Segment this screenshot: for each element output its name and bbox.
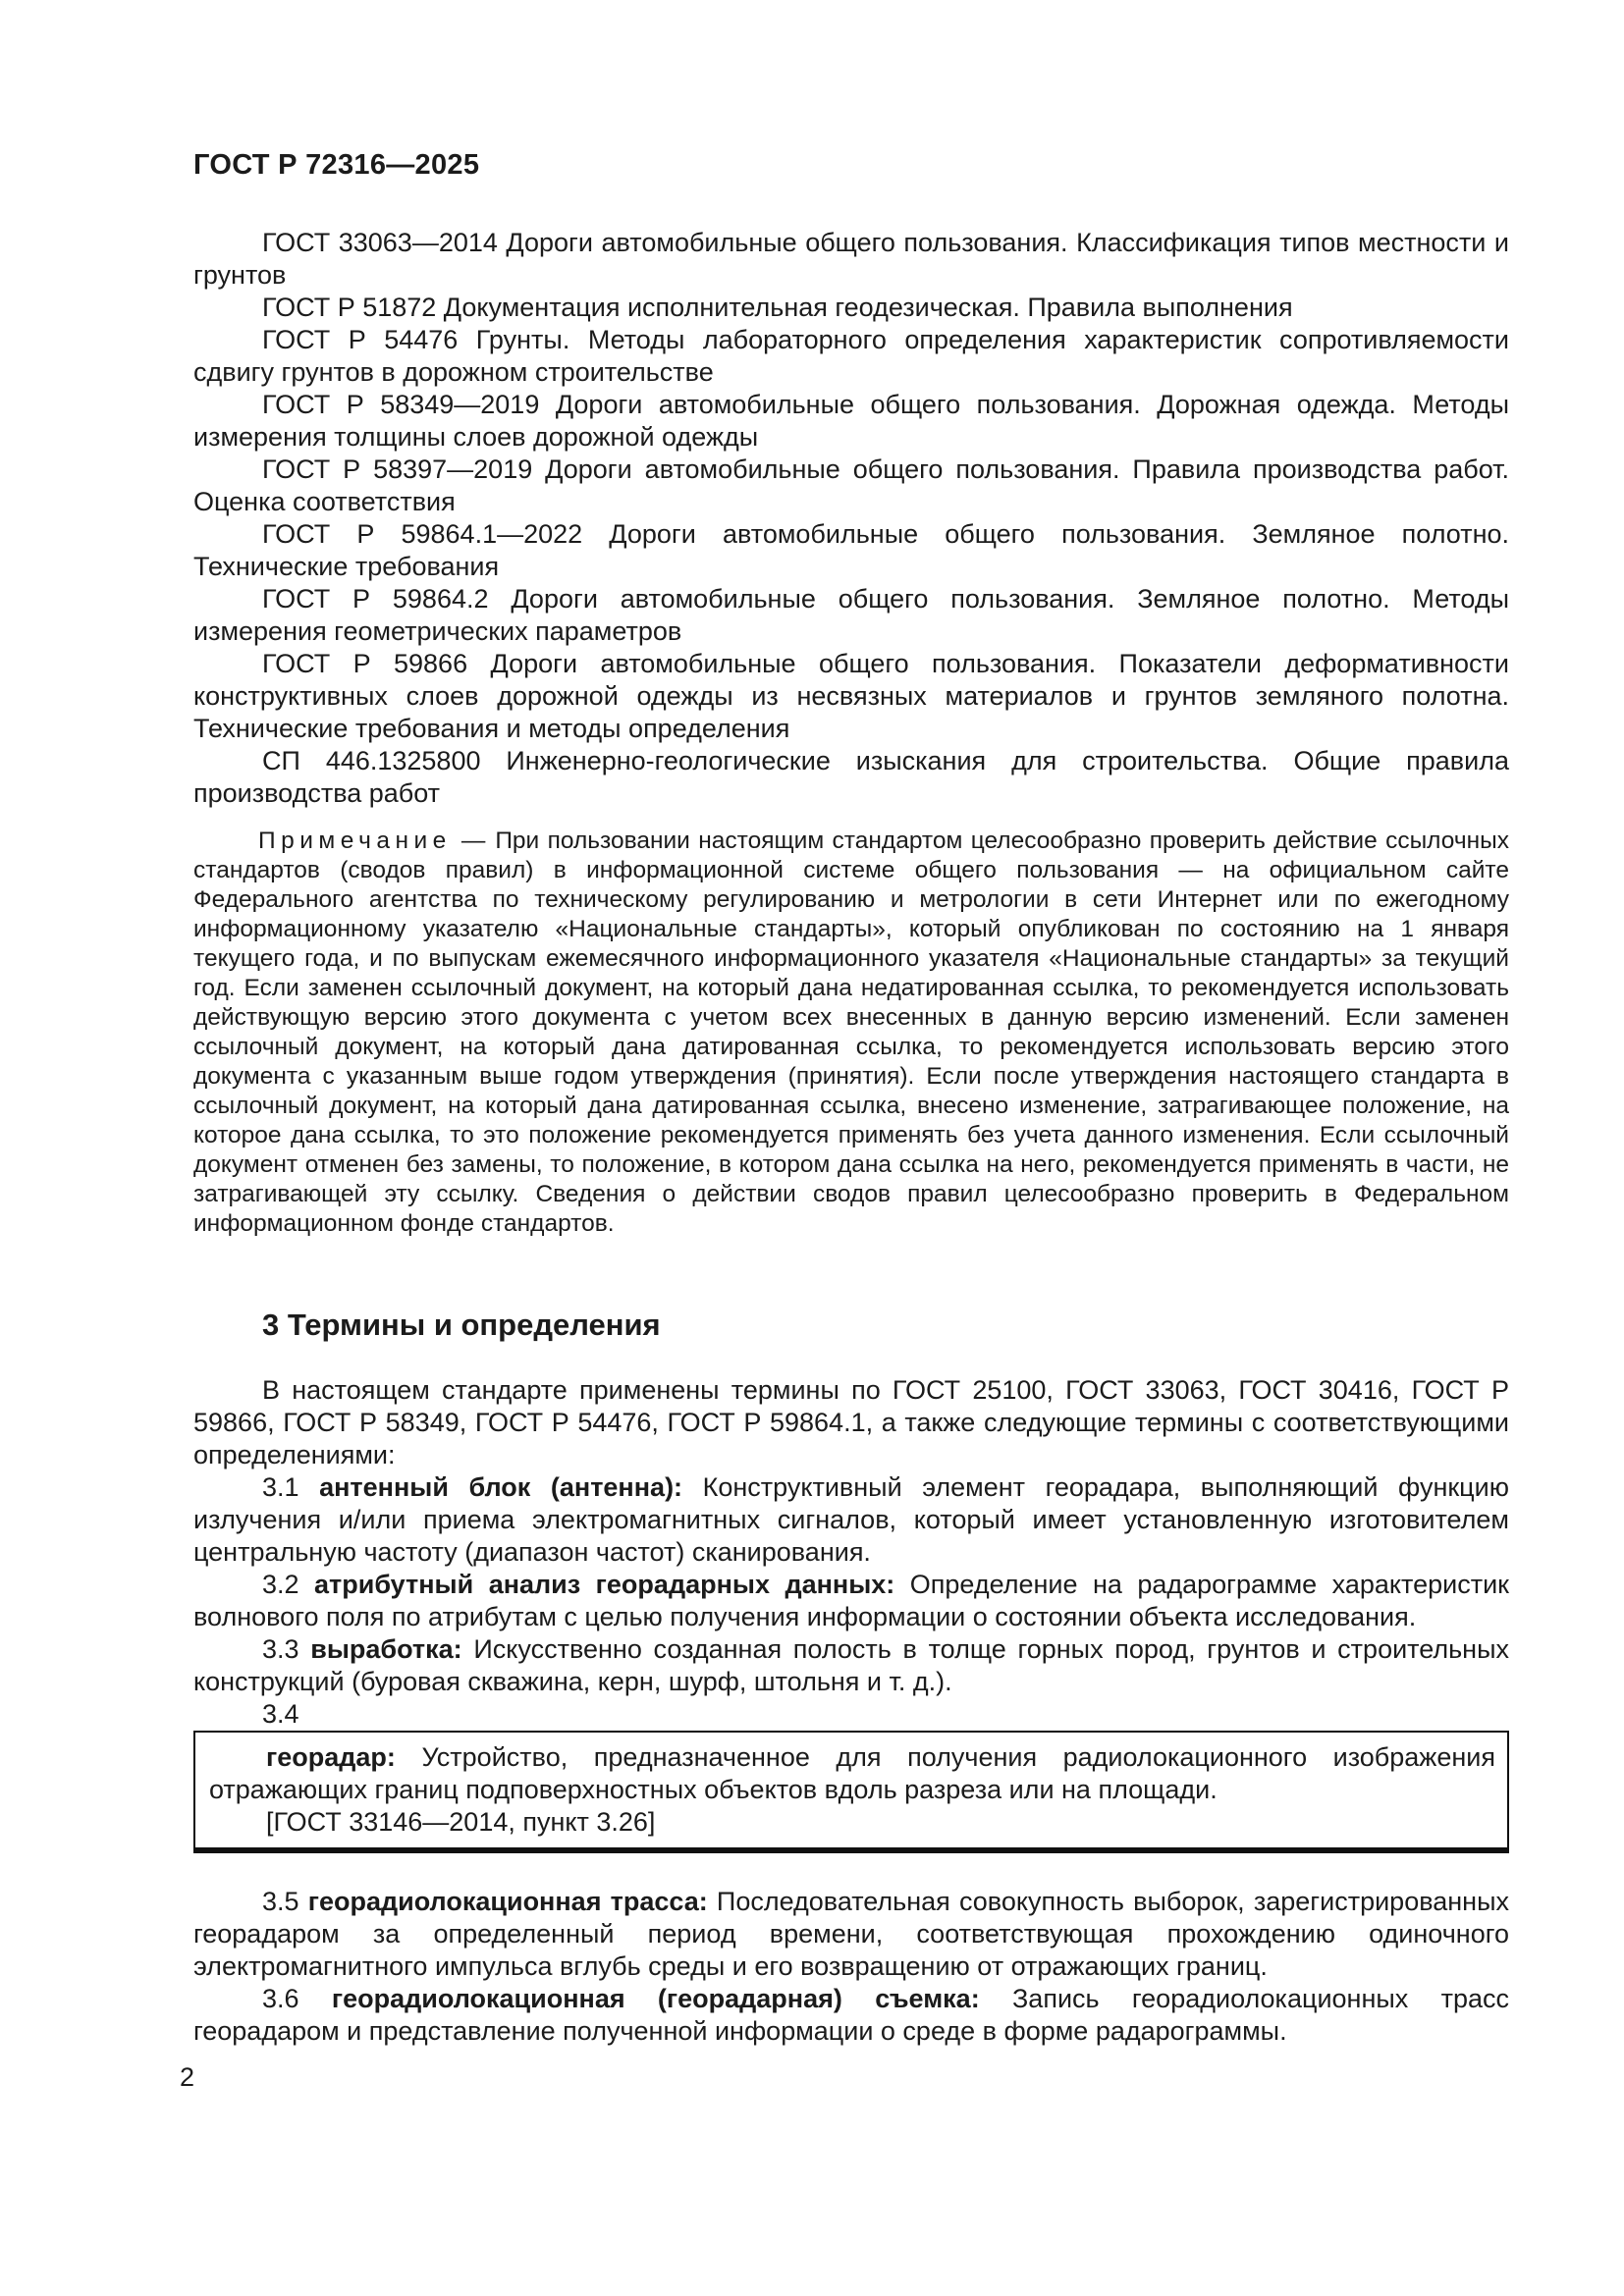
reference-item: ГОСТ 33063—2014 Дороги автомобильные общего пользования. Классификация типов местности и грунтов bbox=[193, 228, 1509, 290]
note-dash: — bbox=[460, 828, 486, 854]
term-item-3-1 bbox=[193, 1471, 1509, 1569]
note-label: Примечание bbox=[258, 828, 452, 854]
reference-item: ГОСТ Р 59864.1—2022 Дороги автомобильные общего пользования. Земляное полотно. Технические требования bbox=[193, 519, 1509, 581]
term-name: антенный блок (антенна): bbox=[319, 1472, 683, 1502]
reference-item: ГОСТ Р 59864.2 Дороги автомобильные общего пользования. Земляное полотно. Методы измерения геометрических параметров bbox=[193, 584, 1509, 646]
boxed-term-definition bbox=[193, 1731, 1509, 1853]
term-definition: Искусственно созданная полость в толще горных пород, грунтов и строительных конструкций (буровая скважина, керн, шурф, штольня и т. д.). bbox=[193, 1634, 1509, 1696]
reference-item: ГОСТ Р 58349—2019 Дороги автомобильные общего пользования. Дорожная одежда. Методы измерения толщины слоев дорожной одежды bbox=[193, 390, 1509, 452]
page-content bbox=[193, 149, 1509, 2048]
term-name: выработка: bbox=[310, 1634, 462, 1664]
term-item-3-5 bbox=[193, 1886, 1509, 1983]
boxed-term-paragraph bbox=[209, 1741, 1495, 1806]
term-item-3-2 bbox=[193, 1569, 1509, 1633]
reference-item: ГОСТ Р 59866 Дороги автомобильные общего пользования. Показатели деформативности конструктивных слоев дорожной одежды из несвязных материалов и грунтов земляного полотна. Технические требования и методы определения bbox=[193, 649, 1509, 743]
term-number: 3.3 bbox=[262, 1634, 299, 1664]
term-name: георадар: bbox=[266, 1742, 396, 1772]
term-number: 3.6 bbox=[262, 1984, 299, 2013]
reference-item: ГОСТ Р 58397—2019 Дороги автомобильные общего пользования. Правила производства работ. Оценка соответствия bbox=[193, 454, 1509, 516]
reference-item: СП 446.1325800 Инженерно-геологические изыскания для строительства. Общие правила производства работ bbox=[193, 746, 1509, 808]
term-definition: Определение на радарограмме характеристик волнового поля по атрибутам с целью получения информации о состоянии объекта исследования. bbox=[193, 1570, 1509, 1631]
term-definition: Последовательная совокупность выборок, зарегистрированных георадаром за определенный период времени, соответствующая прохождению одиночного электромагнитного импульса вглубь среды и его возвращению от отражающих границ. bbox=[193, 1887, 1509, 1981]
page-number: 2 bbox=[180, 2062, 195, 2092]
term-name: георадиолокационная трасса: bbox=[307, 1887, 708, 1916]
term-number: 3.2 bbox=[262, 1570, 299, 1599]
term-item-3-3 bbox=[193, 1633, 1509, 1698]
term-item-3-6 bbox=[193, 1983, 1509, 2048]
boxed-term-source: [ГОСТ 33146—2014, пункт 3.26] bbox=[266, 1807, 656, 1837]
section-heading: 3 Термины и определения bbox=[262, 1308, 661, 1342]
section-intro: В настоящем стандарте применены термины по ГОСТ 25100, ГОСТ 33063, ГОСТ 30416, ГОСТ Р 59866, ГОСТ Р 58349, ГОСТ Р 54476, ГОСТ Р 59864.1, а также следующие термины с соответствующими определениями: bbox=[193, 1375, 1509, 1469]
term-name: атрибутный анализ георадарных данных: bbox=[314, 1570, 895, 1599]
references-list bbox=[193, 227, 1509, 810]
term-definition: Запись георадиолокационных трасс георадаром и представление полученной информации о среде в форме радарограммы. bbox=[193, 1984, 1509, 2046]
term-definition: Конструктивный элемент георадара, выполняющий функцию излучения и/или приема электромагнитных сигналов, который имеет установленную изготовителем центральную частоту (диапазон частот) сканирования. bbox=[193, 1472, 1509, 1567]
document-number: ГОСТ Р 72316—2025 bbox=[193, 149, 480, 181]
note-paragraph bbox=[193, 827, 1509, 1239]
term-number: 3.1 bbox=[262, 1472, 299, 1502]
note-text: При пользовании настоящим стандартом целесообразно проверить действие ссылочных стандартов (сводов правил) в информационной системе общего пользования — на официальном сайте Федерального агентства по техническому регулированию и метрологии в сети Интернет или по ежегодному информационному указателю «Национальные стандарты», который опубликован по состоянию на 1 января текущего года, и по выпускам ежемесячного информационного указателя «Национальные стандарты» за текущий год. Если заменен ссылочный документ, на который дана недатированная ссылка, то рекомендуется использовать действующую версию этого документа с учетом всех внесенных в данную версию изменений. Если заменен ссылочный документ, на который дана датированная ссылка, то рекомендуется использовать версию этого документа с указанным выше годом утверждения (принятия). Если после утверждения настоящего стандарта в ссылочный документ, на который дана датированная ссылка, внесено изменение, затрагивающее положение, на которое дана ссылка, то это положение рекомендуется применять без учета данного изменения. Если ссылочный документ отменен без замены, то положение, в котором дана ссылка на него, рекомендуется применять в части, не затрагивающей эту ссылку. Сведения о действии сводов правил целесообразно проверить в Федеральном информационном фонде стандартов. bbox=[193, 828, 1509, 1237]
term-name: георадиолокационная (георадарная) съемка: bbox=[331, 1984, 980, 2013]
term-number: 3.5 bbox=[262, 1887, 299, 1916]
reference-item: ГОСТ Р 54476 Грунты. Методы лабораторного определения характеристик сопротивляемости сдвигу грунтов в дорожном строительстве bbox=[193, 325, 1509, 387]
term-number-3-4: 3.4 bbox=[262, 1699, 299, 1729]
reference-item: ГОСТ Р 51872 Документация исполнительная геодезическая. Правила выполнения bbox=[262, 293, 1293, 322]
term-definition: Устройство, предназначенное для получения радиолокационного изображения отражающих границ подповерхностных объектов вдоль разреза или на площади. bbox=[209, 1742, 1495, 1804]
